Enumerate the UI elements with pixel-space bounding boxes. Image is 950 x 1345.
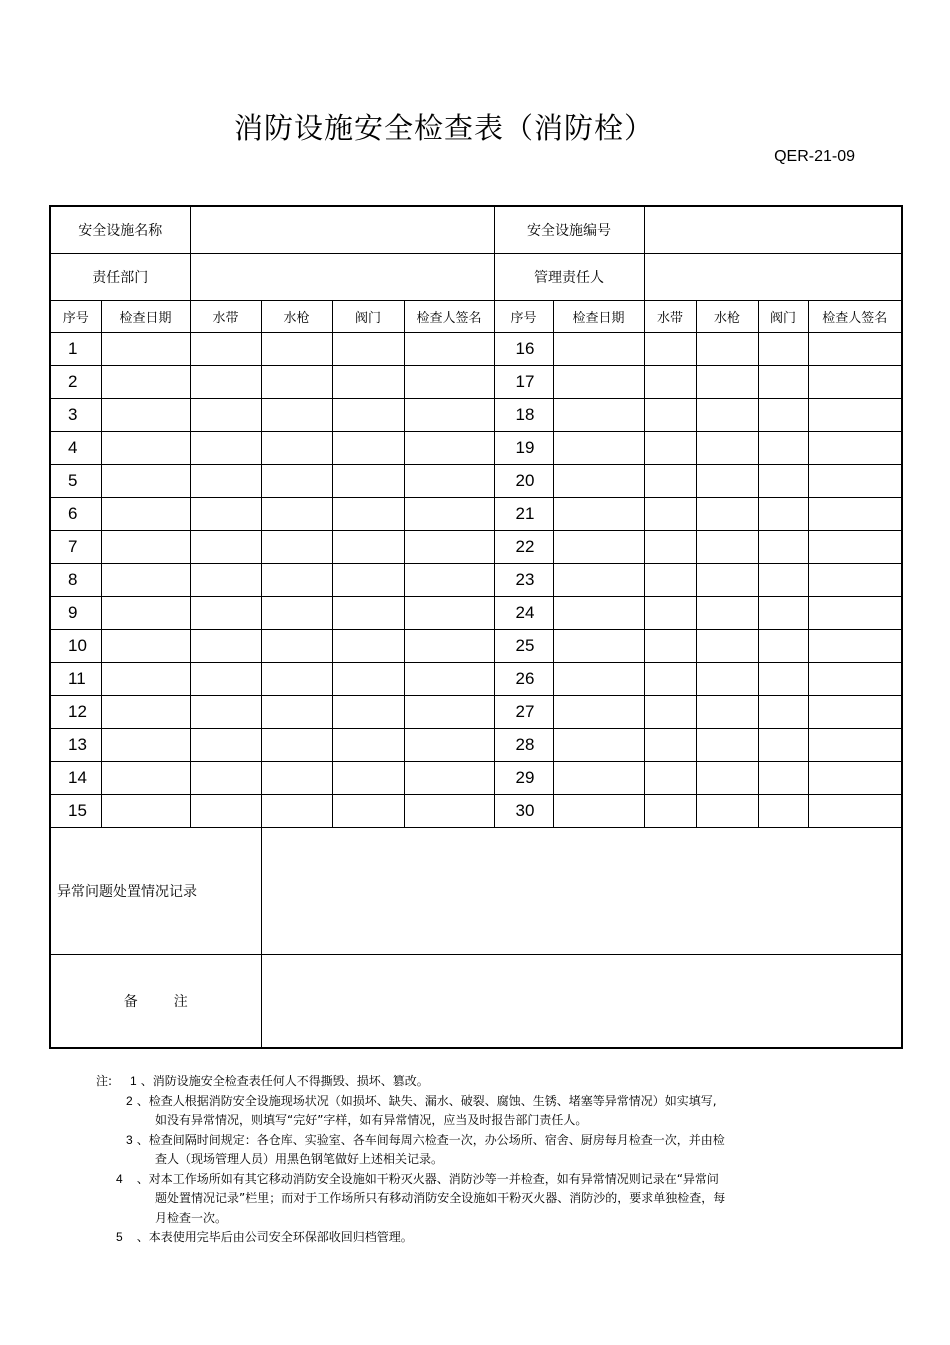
date-cell[interactable] [101,531,190,564]
valve-cell[interactable] [758,663,808,696]
nozzle-cell[interactable] [261,465,332,498]
hose-cell[interactable] [190,366,261,399]
valve-cell[interactable] [332,729,404,762]
signature-cell[interactable] [404,465,494,498]
date-cell[interactable] [553,465,644,498]
valve-cell[interactable] [332,366,404,399]
note-number: 1 [130,1074,137,1088]
hose-cell[interactable] [190,630,261,663]
row-number: 9 [50,597,101,630]
signature-cell[interactable] [808,597,902,630]
date-cell[interactable] [101,432,190,465]
note-text: 、检查间隔时间规定：各仓库、实验室、各车间每周六检查一次，办公场所、宿舍、厨房每月检查一次，并由检 [136,1132,725,1147]
nozzle-cell[interactable] [696,762,758,795]
valve-cell[interactable] [332,696,404,729]
signature-cell[interactable] [404,663,494,696]
signature-cell[interactable] [808,531,902,564]
valve-cell[interactable] [758,531,808,564]
hose-cell[interactable] [644,630,696,663]
valve-cell[interactable] [758,432,808,465]
note-text: 查人（现场管理人员）用黑色钢笔做好上述相关记录。 [155,1152,444,1166]
hose-cell[interactable] [190,795,261,828]
nozzle-cell[interactable] [261,498,332,531]
col-header-date: 检查日期 [553,301,644,333]
note-number: 3 [126,1132,133,1147]
signature-cell[interactable] [808,630,902,663]
signature-cell[interactable] [404,399,494,432]
nozzle-cell[interactable] [696,663,758,696]
valve-cell[interactable] [758,630,808,663]
signature-cell[interactable] [404,333,494,366]
table-row [50,795,902,828]
signature-cell[interactable] [404,531,494,564]
inspection-table [49,205,903,1049]
col-header-date: 检查日期 [101,301,190,333]
remark-char: 注 [173,994,188,1010]
signature-cell[interactable] [808,795,902,828]
row-number: 19 [494,432,553,465]
valve-cell[interactable] [332,795,404,828]
document-code: QER-21-09 [774,148,855,165]
manager-field[interactable] [644,254,902,301]
row-number: 3 [50,399,101,432]
nozzle-cell[interactable] [261,630,332,663]
date-cell[interactable] [101,663,190,696]
hose-cell[interactable] [644,498,696,531]
hose-cell[interactable] [190,465,261,498]
column-header-row [50,301,902,333]
col-header-nozzle: 水枪 [261,301,332,333]
signature-cell[interactable] [404,432,494,465]
date-cell[interactable] [101,366,190,399]
abnormal-record-field[interactable] [261,828,902,955]
row-number: 5 [50,465,101,498]
col-header-signature: 检查人签名 [404,301,494,333]
valve-cell[interactable] [758,333,808,366]
hose-cell[interactable] [190,564,261,597]
valve-cell[interactable] [332,630,404,663]
hose-cell[interactable] [644,696,696,729]
notes-section [96,1072,725,1248]
valve-cell[interactable] [332,333,404,366]
date-cell[interactable] [553,729,644,762]
date-cell[interactable] [553,531,644,564]
row-number: 12 [50,696,101,729]
col-header-no: 序号 [494,301,553,333]
col-header-valve: 阀门 [758,301,808,333]
row-number: 24 [494,597,553,630]
note-text: 题处置情况记录”栏里；而对于工作场所只有移动消防安全设施如干粉灭火器、消防沙的，要求单独检查，每 [155,1191,726,1205]
table-row [50,531,902,564]
nozzle-cell[interactable] [261,564,332,597]
hose-cell[interactable] [190,432,261,465]
table-row [50,498,902,531]
row-number: 4 [50,432,101,465]
row-number: 26 [494,663,553,696]
date-cell[interactable] [553,630,644,663]
date-cell[interactable] [101,597,190,630]
valve-cell[interactable] [758,399,808,432]
date-cell[interactable] [101,795,190,828]
signature-cell[interactable] [808,333,902,366]
page-title: 消防设施安全检查表（消防栓） [233,111,654,145]
valve-cell[interactable] [758,498,808,531]
hose-cell[interactable] [644,366,696,399]
table-row [50,762,902,795]
nozzle-cell[interactable] [261,333,332,366]
nozzle-cell[interactable] [261,762,332,795]
nozzle-cell[interactable] [696,498,758,531]
date-cell[interactable] [101,729,190,762]
table-row [50,465,902,498]
hose-cell[interactable] [644,465,696,498]
nozzle-cell[interactable] [696,399,758,432]
note-line [96,1228,725,1248]
hose-cell[interactable] [644,597,696,630]
note-text: 月检查一次。 [155,1210,228,1225]
note-line [96,1072,725,1092]
signature-cell[interactable] [808,564,902,597]
row-number: 16 [494,333,553,366]
nozzle-cell[interactable] [696,432,758,465]
nozzle-cell[interactable] [696,630,758,663]
row-number: 2 [50,366,101,399]
date-cell[interactable] [553,597,644,630]
col-header-no: 序号 [50,301,101,333]
hose-cell[interactable] [190,333,261,366]
row-number: 13 [50,729,101,762]
facility-no-field[interactable] [644,206,902,254]
row-number: 1 [50,333,101,366]
row-number: 27 [494,696,553,729]
date-cell[interactable] [553,498,644,531]
row-number: 22 [494,531,553,564]
hose-cell[interactable] [644,564,696,597]
dept-field[interactable] [190,254,494,301]
row-number: 18 [494,399,553,432]
note-text: 如没有异常情况，则填写“完好”字样，如有异常情况，应当及时报告部门责任人。 [155,1113,588,1127]
row-number: 8 [50,564,101,597]
date-cell[interactable] [101,399,190,432]
valve-cell[interactable] [758,729,808,762]
signature-cell[interactable] [404,729,494,762]
valve-cell[interactable] [758,696,808,729]
date-cell[interactable] [553,432,644,465]
nozzle-cell[interactable] [696,597,758,630]
row-number: 30 [494,795,553,828]
row-number: 20 [494,465,553,498]
signature-cell[interactable] [808,465,902,498]
valve-cell[interactable] [758,366,808,399]
row-number: 7 [50,531,101,564]
col-header-hose: 水带 [644,301,696,333]
hose-cell[interactable] [644,729,696,762]
signature-cell[interactable] [404,795,494,828]
hose-cell[interactable] [190,597,261,630]
manager-label: 管理责任人 [494,254,644,301]
date-cell[interactable] [553,333,644,366]
hose-cell[interactable] [190,762,261,795]
nozzle-cell[interactable] [261,531,332,564]
note-line [96,1209,725,1229]
col-header-hose: 水带 [190,301,261,333]
row-number: 15 [50,795,101,828]
signature-cell[interactable] [404,630,494,663]
date-cell[interactable] [553,366,644,399]
facility-name-label: 安全设施名称 [50,206,190,254]
hose-cell[interactable] [644,663,696,696]
table-row [50,399,902,432]
date-cell[interactable] [101,564,190,597]
row-number: 25 [494,630,553,663]
row-number: 29 [494,762,553,795]
nozzle-cell[interactable] [696,366,758,399]
notes-prefix: 注: [96,1074,113,1088]
row-number: 14 [50,762,101,795]
hose-cell[interactable] [644,531,696,564]
valve-cell[interactable] [332,762,404,795]
nozzle-cell[interactable] [696,531,758,564]
row-number: 6 [50,498,101,531]
table-row [50,729,902,762]
signature-cell[interactable] [808,663,902,696]
nozzle-cell[interactable] [261,366,332,399]
table-row [50,564,902,597]
hose-cell[interactable] [644,432,696,465]
nozzle-cell[interactable] [696,465,758,498]
date-cell[interactable] [101,465,190,498]
date-cell[interactable] [553,663,644,696]
dept-label: 责任部门 [50,254,190,301]
signature-cell[interactable] [808,696,902,729]
note-line [96,1131,725,1151]
col-header-signature: 检查人签名 [808,301,902,333]
nozzle-cell[interactable] [696,729,758,762]
note-number: 2 [126,1093,133,1108]
note-text: 、消防设施安全检查表任何人不得撕毁、损坏、篡改。 [140,1074,429,1088]
valve-cell[interactable] [332,597,404,630]
note-number: 5 [116,1230,123,1244]
row-number: 10 [50,630,101,663]
facility-no-label: 安全设施编号 [494,206,644,254]
date-cell[interactable] [553,795,644,828]
note-line [96,1092,725,1112]
date-cell[interactable] [553,696,644,729]
hose-cell[interactable] [644,333,696,366]
remark-label [50,955,261,1049]
note-number: 4 [116,1171,123,1186]
row-number: 17 [494,366,553,399]
signature-cell[interactable] [404,498,494,531]
row-number: 21 [494,498,553,531]
nozzle-cell[interactable] [261,729,332,762]
abnormal-record-label: 异常问题处置情况记录 [50,828,261,955]
signature-cell[interactable] [808,399,902,432]
hose-cell[interactable] [190,696,261,729]
row-number: 11 [50,663,101,696]
facility-name-field[interactable] [190,206,494,254]
note-line [96,1189,725,1209]
hose-cell[interactable] [644,762,696,795]
hose-cell[interactable] [644,795,696,828]
nozzle-cell[interactable] [261,696,332,729]
remark-char: 备 [123,994,138,1010]
signature-cell[interactable] [808,729,902,762]
signature-cell[interactable] [404,696,494,729]
row-number: 28 [494,729,553,762]
hose-cell[interactable] [190,498,261,531]
signature-cell[interactable] [808,762,902,795]
nozzle-cell[interactable] [261,432,332,465]
valve-cell[interactable] [332,564,404,597]
valve-cell[interactable] [758,795,808,828]
nozzle-cell[interactable] [696,696,758,729]
note-text: 、检查人根据消防安全设施现场状况（如损坏、缺失、漏水、破裂、腐蚀、生锈、堵塞等异常情况）如实填写, [136,1093,717,1108]
date-cell[interactable] [553,399,644,432]
nozzle-cell[interactable] [261,399,332,432]
col-header-nozzle: 水枪 [696,301,758,333]
note-line [96,1170,725,1190]
valve-cell[interactable] [758,597,808,630]
valve-cell[interactable] [332,663,404,696]
note-line [96,1150,725,1170]
date-cell[interactable] [101,630,190,663]
row-number: 23 [494,564,553,597]
valve-cell[interactable] [332,498,404,531]
remark-field[interactable] [261,955,902,1049]
nozzle-cell[interactable] [696,795,758,828]
signature-cell[interactable] [404,564,494,597]
note-text: 、对本工作场所如有其它移动消防安全设施如干粉灭火器、消防沙等一并检查，如有异常情况则记录在“异常问 [136,1171,719,1186]
table-row [50,366,902,399]
table-row [50,630,902,663]
signature-cell[interactable] [808,498,902,531]
note-text: 、本表使用完毕后由公司安全环保部收回归档管理。 [136,1230,413,1244]
valve-cell[interactable] [332,432,404,465]
table-row [50,432,902,465]
valve-cell[interactable] [758,564,808,597]
date-cell[interactable] [553,564,644,597]
date-cell[interactable] [101,762,190,795]
hose-cell[interactable] [190,399,261,432]
note-line [96,1111,725,1131]
table-row [50,333,902,366]
signature-cell[interactable] [808,366,902,399]
date-cell[interactable] [101,696,190,729]
nozzle-cell[interactable] [696,564,758,597]
signature-cell[interactable] [808,432,902,465]
date-cell[interactable] [101,498,190,531]
signature-cell[interactable] [404,762,494,795]
valve-cell[interactable] [758,762,808,795]
nozzle-cell[interactable] [261,663,332,696]
nozzle-cell[interactable] [261,597,332,630]
valve-cell[interactable] [332,399,404,432]
valve-cell[interactable] [332,531,404,564]
nozzle-cell[interactable] [696,333,758,366]
hose-cell[interactable] [190,531,261,564]
signature-cell[interactable] [404,597,494,630]
valve-cell[interactable] [758,465,808,498]
date-cell[interactable] [101,333,190,366]
nozzle-cell[interactable] [261,795,332,828]
hose-cell[interactable] [190,729,261,762]
hose-cell[interactable] [190,663,261,696]
col-header-valve: 阀门 [332,301,404,333]
table-row [50,696,902,729]
table-row [50,663,902,696]
date-cell[interactable] [553,762,644,795]
valve-cell[interactable] [332,465,404,498]
hose-cell[interactable] [644,399,696,432]
signature-cell[interactable] [404,366,494,399]
table-row [50,597,902,630]
